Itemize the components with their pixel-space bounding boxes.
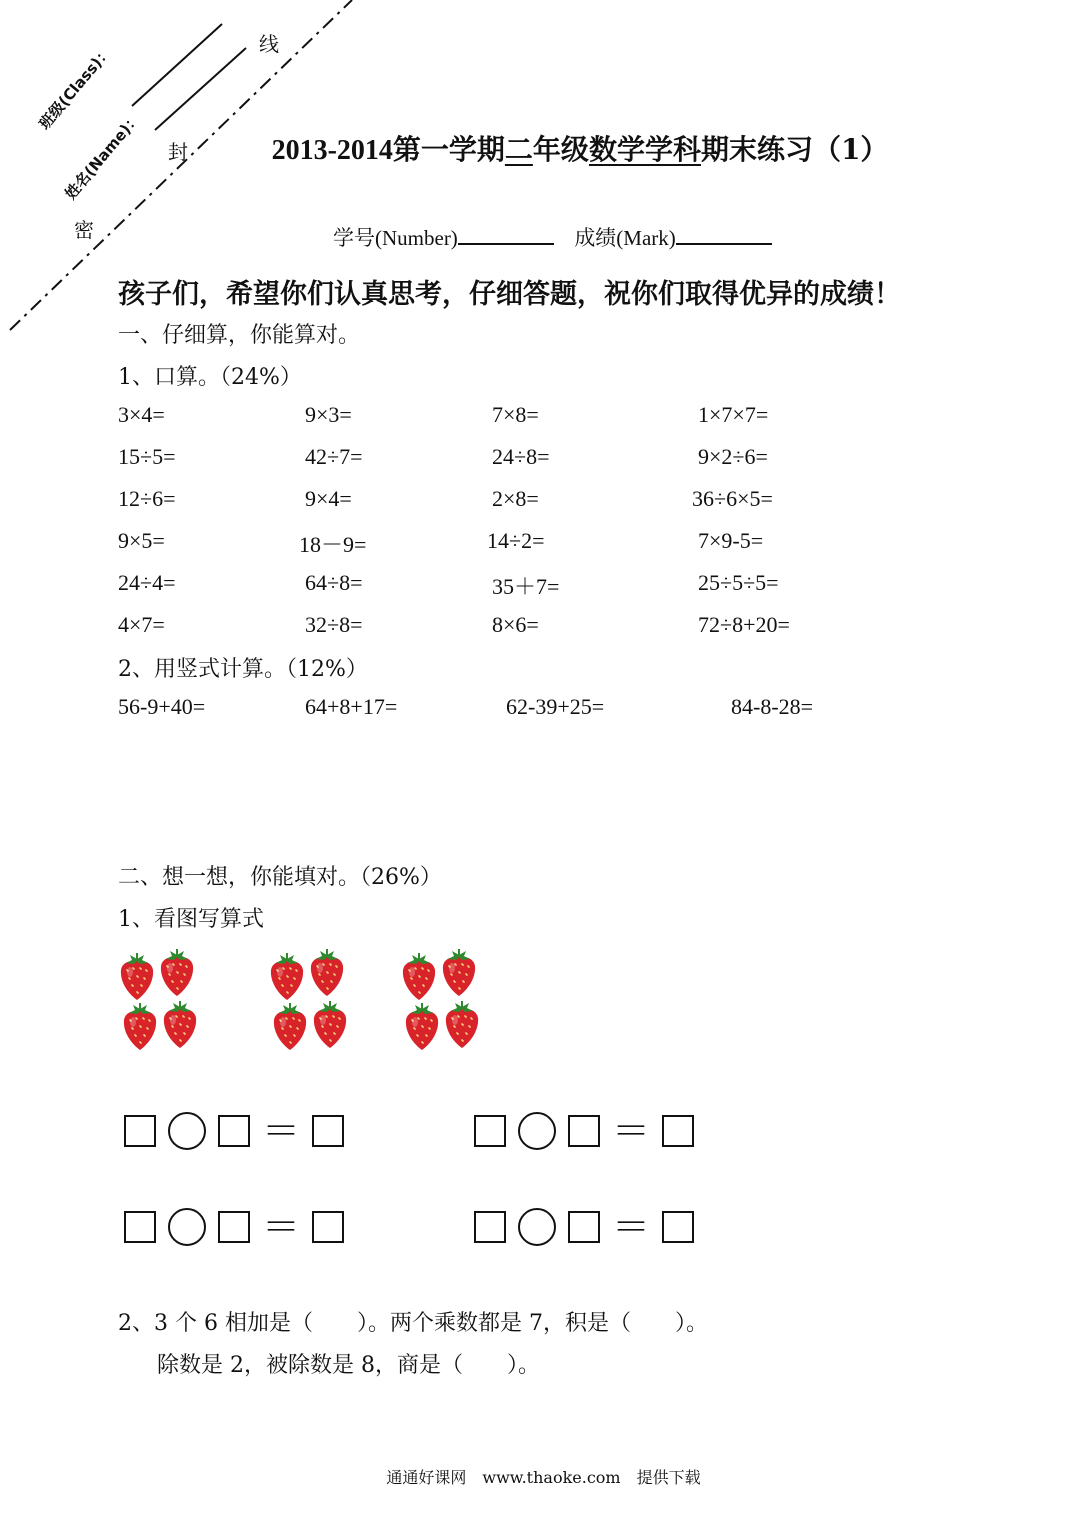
- strawberry-icon: [118, 952, 156, 1002]
- answer-box[interactable]: [662, 1211, 694, 1243]
- answer-box[interactable]: [662, 1115, 694, 1147]
- answer-formula: [124, 1205, 356, 1249]
- oral-calc-item: 35＋7=: [492, 574, 560, 599]
- strawberry-icon: [158, 948, 196, 998]
- answer-box[interactable]: [124, 1115, 156, 1147]
- equals-sign: ＝: [262, 1205, 301, 1249]
- strawberry-icon: [440, 948, 478, 998]
- oral-calc-item: 8×6=: [492, 612, 539, 637]
- answer-box[interactable]: [312, 1115, 344, 1147]
- section2-q2-line2: 除数是 2，被除数是 8，商是（ ）。: [157, 1353, 540, 1378]
- operator-circle[interactable]: [518, 1112, 556, 1150]
- vertical-calc-item: 64+8+17=: [305, 694, 398, 719]
- oral-calc-item: 24÷4=: [118, 570, 176, 595]
- oral-calc-row: [0, 402, 1087, 442]
- operator-circle[interactable]: [168, 1112, 206, 1150]
- oral-calc-row: [0, 528, 1087, 568]
- oral-calc-item: 9×5=: [118, 528, 165, 553]
- oral-calc-row: [0, 570, 1087, 610]
- footer-text: 通通好课网 www.thaoke.com 提供下载: [386, 1468, 701, 1487]
- vertical-calc-item: 56-9+40=: [118, 694, 206, 719]
- answer-box[interactable]: [218, 1115, 250, 1147]
- number-mark-line: [333, 222, 772, 252]
- answer-box[interactable]: [474, 1211, 506, 1243]
- section1-q2-heading: 2、用竖式计算。（12%）: [118, 657, 368, 682]
- section1-heading: 一、仔细算，你能算对。: [118, 323, 361, 348]
- strawberry-icon: [268, 952, 306, 1002]
- answer-formula: [474, 1205, 706, 1249]
- strawberry-icon: [308, 948, 346, 998]
- oral-calc-item: 18－9=: [299, 532, 367, 557]
- mark-blank[interactable]: [676, 225, 772, 245]
- oral-calc-item: 7×8=: [492, 402, 539, 427]
- mark-label: 成绩(Mark): [574, 226, 676, 250]
- section2-heading: 二、想一想，你能填对。（26%）: [118, 865, 442, 890]
- operator-circle[interactable]: [518, 1208, 556, 1246]
- oral-calc-item: 12÷6=: [118, 486, 176, 511]
- oral-calc-item: 7×9-5=: [698, 528, 764, 553]
- motto: 孩子们，希望你们认真思考，仔细答题，祝你们取得优异的成绩！: [118, 279, 901, 310]
- oral-calc-item: 42÷7=: [305, 444, 363, 469]
- oral-calc-item: 9×4=: [305, 486, 352, 511]
- oral-calc-item: 14÷2=: [487, 528, 545, 553]
- strawberry-icon: [443, 1000, 481, 1050]
- oral-calc-item: 3×4=: [118, 402, 165, 427]
- oral-calc-item: 2×8=: [492, 486, 539, 511]
- answer-box[interactable]: [124, 1211, 156, 1243]
- equals-sign: ＝: [612, 1109, 651, 1153]
- section1-q1-heading: 1、口算。（24%）: [118, 365, 302, 390]
- name-label: 姓名(Name)：: [61, 109, 145, 203]
- answer-formula: [124, 1109, 356, 1153]
- oral-calc-item: 72÷8+20=: [698, 612, 790, 637]
- oral-calc-item: 64÷8=: [305, 570, 363, 595]
- oral-calc-item: 36÷6×5=: [692, 486, 773, 511]
- equals-sign: ＝: [262, 1109, 301, 1153]
- vertical-calc-item: 84-8-28=: [731, 694, 814, 719]
- equals-sign: ＝: [612, 1205, 651, 1249]
- seal-char-feng: 封: [168, 140, 188, 164]
- seal-char-mi: 密: [74, 218, 94, 242]
- number-blank[interactable]: [458, 225, 554, 245]
- oral-calc-row: [0, 612, 1087, 652]
- vertical-calc-item: 62-39+25=: [506, 694, 605, 719]
- oral-calc-item: 9×3=: [305, 402, 352, 427]
- section2-q1-heading: 1、看图写算式: [118, 907, 264, 932]
- strawberry-icon: [311, 1000, 349, 1050]
- answer-box[interactable]: [568, 1211, 600, 1243]
- oral-calc-item: 15÷5=: [118, 444, 176, 469]
- oral-calc-item: 25÷5÷5=: [698, 570, 779, 595]
- strawberry-icon: [403, 1002, 441, 1052]
- class-label: 班级(Class)：: [35, 42, 116, 133]
- answer-box[interactable]: [474, 1115, 506, 1147]
- seal-char-xian: 线: [259, 32, 279, 56]
- oral-calc-row: [0, 486, 1087, 526]
- strawberry-icon: [400, 952, 438, 1002]
- answer-formula: [474, 1109, 706, 1153]
- oral-calc-item: 4×7=: [118, 612, 165, 637]
- strawberry-icon: [271, 1002, 309, 1052]
- section2-q2-line1: 2、3 个 6 相加是（ ）。两个乘数都是 7，积是（ ）。: [118, 1311, 708, 1336]
- operator-circle[interactable]: [168, 1208, 206, 1246]
- oral-calc-item: 9×2÷6=: [698, 444, 768, 469]
- page-title: 2013-2014第一学期二年级数学学科期末练习（1）: [271, 133, 889, 166]
- oral-calc-row: [0, 444, 1087, 484]
- oral-calc-item: 32÷8=: [305, 612, 363, 637]
- answer-box[interactable]: [312, 1211, 344, 1243]
- answer-box[interactable]: [218, 1211, 250, 1243]
- strawberry-icon: [161, 1000, 199, 1050]
- oral-calc-item: 1×7×7=: [698, 402, 769, 427]
- vertical-calc-row: [0, 694, 1087, 734]
- answer-box[interactable]: [568, 1115, 600, 1147]
- oral-calc-item: 24÷8=: [492, 444, 550, 469]
- number-label: 学号(Number): [333, 226, 458, 250]
- strawberry-icon: [121, 1002, 159, 1052]
